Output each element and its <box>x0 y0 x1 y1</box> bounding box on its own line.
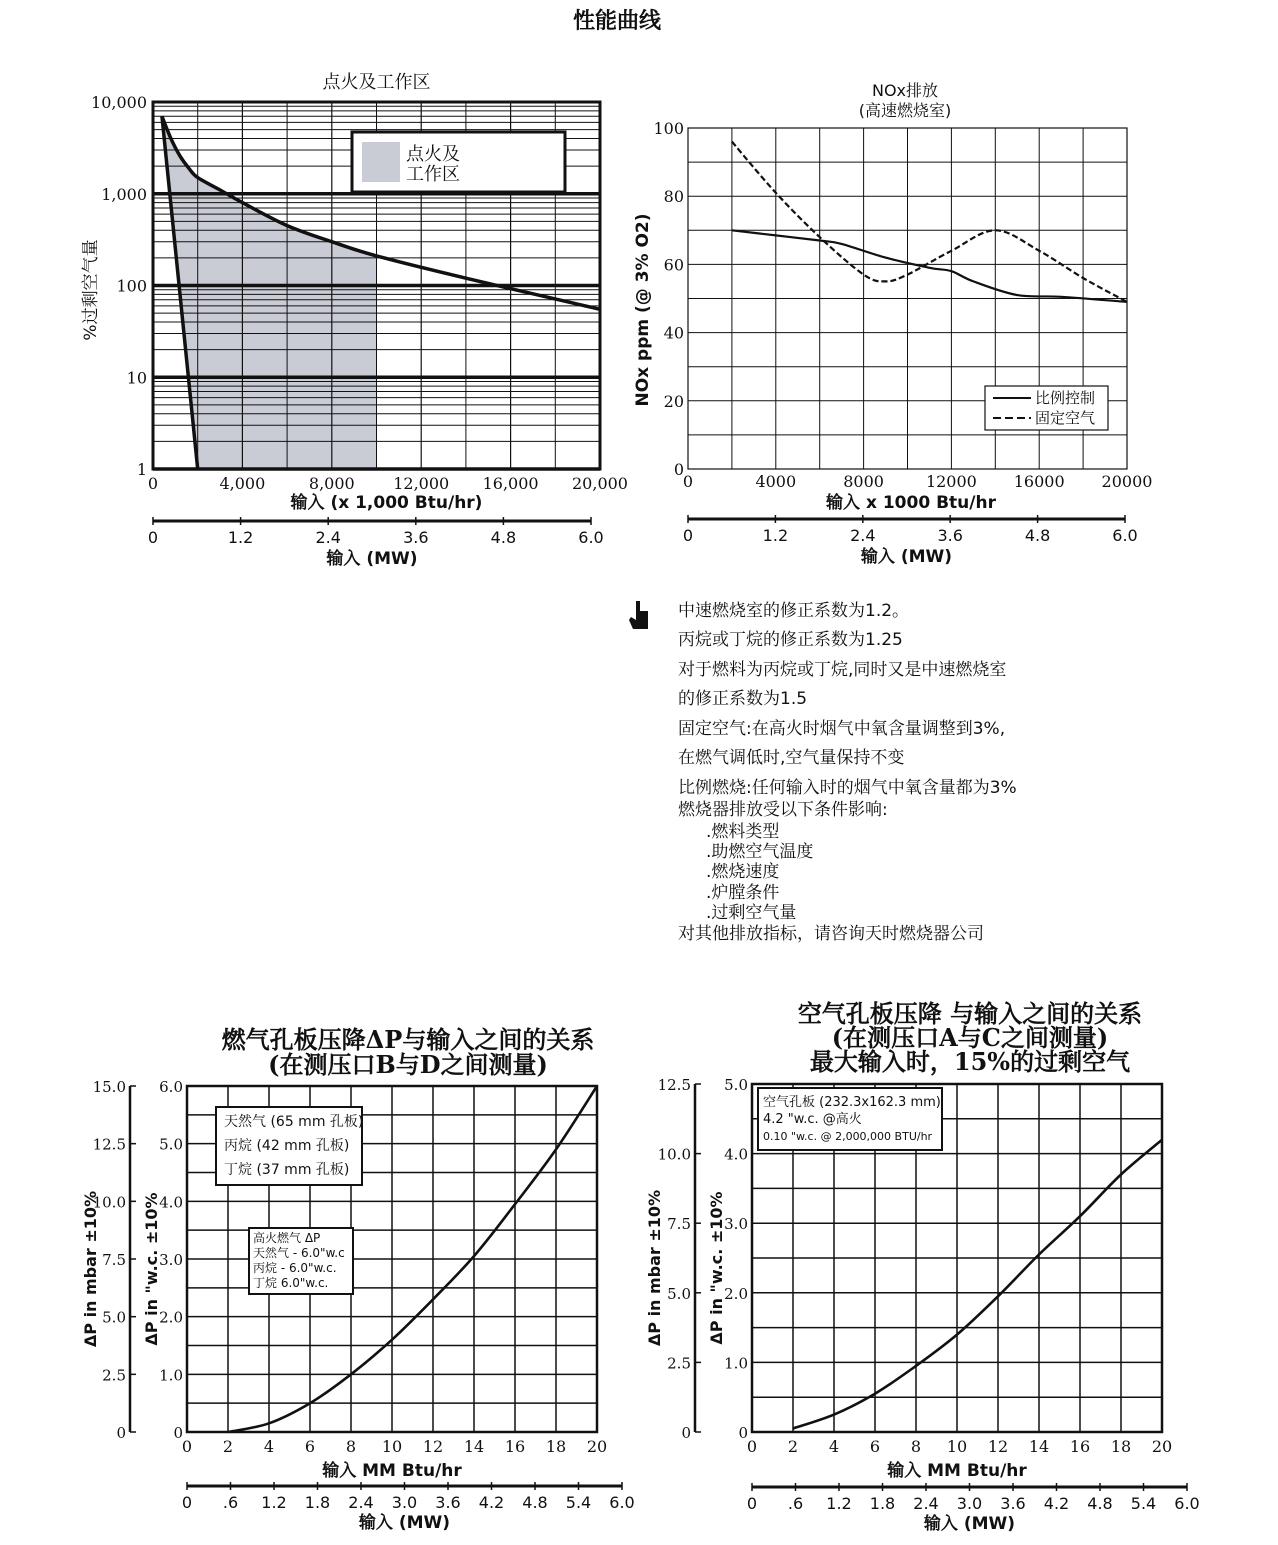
nox-x-tick-label: 16000 <box>1013 472 1065 491</box>
note-bullet: .炉膛条件 <box>706 882 780 903</box>
nox-secondary-axis-tick-label: 1.2 <box>762 526 789 545</box>
gas-x-tick-label: 2 <box>222 1437 234 1456</box>
nox-x-tick-label: 4000 <box>755 472 797 491</box>
gas-x-tick-label: 10 <box>381 1437 403 1456</box>
gas-legend-2-item: 丙烷 - 6.0"w.c. <box>253 1261 337 1275</box>
air-y-outer-tick-label: 0 <box>681 1424 691 1442</box>
air-secondary-axis-tick-label: 6.0 <box>1174 1494 1200 1513</box>
air-y-inner-tick-label: 2.0 <box>724 1284 748 1303</box>
page-title: 性能曲线 <box>572 9 662 34</box>
gas-secondary-axis-tick-label: 1.8 <box>304 1493 331 1512</box>
gas-secondary-axis-tick-label: 3.0 <box>391 1493 418 1512</box>
ignition-secondary-axis-tick-label: 2.4 <box>315 528 341 547</box>
nox-x-tick-label: 0 <box>682 472 694 491</box>
air-y-outer-tick-label: 10.0 <box>657 1145 691 1164</box>
gas-legend-1-item: 天然气 (65 mm 孔板) <box>224 1114 364 1130</box>
gas-y-outer-tick-label: 2.5 <box>102 1366 126 1385</box>
air-pressure-curve <box>793 1140 1162 1429</box>
gas-secondary-axis-tick-label: 5.4 <box>565 1493 592 1512</box>
gas-secondary-axis-tick-label: 2.4 <box>348 1493 374 1512</box>
nox-secondary-axis-tick-label: 0 <box>682 526 694 545</box>
gas-secondary-axis-tick-label: 3.6 <box>435 1493 461 1512</box>
air-secondary-axis-tick-label: 5.4 <box>1130 1494 1157 1513</box>
ignition-secondary-axis-tick-label: 6.0 <box>578 528 604 547</box>
ignition-y-tick-label: 10 <box>126 368 147 388</box>
nox-secondary-axis-tick-label: 2.4 <box>850 526 876 545</box>
gas-x-tick-label: 18 <box>545 1437 567 1456</box>
ignition-x-tick-label: 16,000 <box>482 474 539 493</box>
air-y-outer-tick-label: 2.5 <box>667 1354 691 1373</box>
gas-legend-1-item: 丁烷 (37 mm 孔板) <box>224 1162 350 1178</box>
ignition-x-tick-label: 12,000 <box>393 474 450 493</box>
nox-secondary-axis-tick-label: 3.6 <box>937 526 963 545</box>
ignition-secondary-axis-label: 输入 (MW) <box>326 549 418 569</box>
note-line: 中速燃烧室的修正系数为1.2。 <box>678 601 910 621</box>
gas-y-inner-tick-label: 5.0 <box>159 1135 183 1154</box>
air-x-tick-label: 12 <box>987 1437 1009 1456</box>
nox-secondary-axis-tick-label: 6.0 <box>1112 526 1138 545</box>
ignition-y-tick-label: 1,000 <box>101 184 147 204</box>
gas-secondary-axis-tick-label: 4.2 <box>478 1493 505 1512</box>
ignition-legend-label-line2: 工作区 <box>406 164 460 185</box>
nox-x-tick-label: 20000 <box>1101 472 1153 491</box>
note-bullet: .燃料类型 <box>706 821 780 842</box>
ignition-y-tick-label: 100 <box>116 276 147 296</box>
gas-secondary-axis-tick-label: 0 <box>181 1493 193 1512</box>
gas-x-axis-label: 输入 MM Btu/hr <box>322 1461 462 1481</box>
air-y-outer-tick-label: 12.5 <box>657 1076 691 1094</box>
note-bullet: .燃烧速度 <box>706 862 780 883</box>
nox-series-line-fixed-air <box>732 142 1127 302</box>
air-secondary-axis-tick-label: 1.8 <box>869 1494 896 1513</box>
gas-x-tick-label: 0 <box>181 1437 193 1456</box>
nox-y-tick-label: 100 <box>653 119 684 138</box>
air-legend-item: 0.10 "w.c. @ 2,000,000 BTU/hr <box>763 1130 933 1143</box>
air-secondary-axis-tick-label: 2.4 <box>913 1494 939 1513</box>
ignition-x-tick-label: 4,000 <box>219 474 266 493</box>
gas-y-outer-tick-label: 7.5 <box>102 1251 126 1269</box>
gas-legend-2-item: 高火燃气 ΔP <box>253 1231 321 1245</box>
air-y-inner-tick-label: 3.0 <box>724 1215 748 1234</box>
nox-y-tick-label: 0 <box>673 460 684 479</box>
nox-secondary-axis-label: 输入 (MW) <box>860 547 953 567</box>
air-chart-title-line2: (在测压口A与C之间测量) <box>831 1023 1109 1052</box>
note-bullet: .助燃空气温度 <box>706 841 814 862</box>
air-x-tick-label: 6 <box>869 1437 881 1456</box>
gas-chart-title-line2: (在测压口B与D之间测量) <box>268 1050 548 1079</box>
nox-y-tick-label: 20 <box>663 391 684 411</box>
gas-chart-title-line1: 燃气孔板压降ΔP与输入之间的关系 <box>221 1025 595 1054</box>
gas-x-tick-label: 4 <box>263 1437 275 1456</box>
gas-y-inner-tick-label: 2.0 <box>159 1308 183 1327</box>
air-x-axis-label: 输入 MM Btu/hr <box>887 1461 1027 1481</box>
air-chart-title-line1: 空气孔板压降 与输入之间的关系 <box>797 999 1143 1028</box>
air-secondary-axis-tick-label: .6 <box>787 1494 804 1513</box>
air-secondary-axis-tick-label: 1.2 <box>826 1494 852 1513</box>
gas-y-inner-tick-label: 3.0 <box>159 1251 183 1269</box>
nox-y-tick-label: 80 <box>663 187 684 207</box>
gas-legend-2-item: 天然气 - 6.0"w.c <box>253 1246 345 1260</box>
gas-y-inner-tick-label: 0 <box>173 1424 183 1442</box>
nox-x-tick-label: 8000 <box>843 472 884 491</box>
air-x-tick-label: 8 <box>910 1437 922 1456</box>
air-secondary-axis-tick-label: 3.6 <box>1000 1494 1026 1513</box>
air-y-inner-tick-label: 1.0 <box>724 1354 748 1373</box>
note-line: 的修正系数为1.5 <box>678 689 808 710</box>
air-y-outer-tick-label: 5.0 <box>667 1284 691 1303</box>
nox-chart-title-line2: (高速燃烧室) <box>858 101 952 120</box>
gas-y-inner-tick-label: 6.0 <box>159 1078 183 1096</box>
gas-secondary-axis-label: 输入 (MW) <box>358 1513 451 1533</box>
air-x-tick-label: 14 <box>1028 1437 1050 1456</box>
air-secondary-axis-tick-label: 4.8 <box>1087 1494 1113 1513</box>
air-secondary-axis-label: 输入 (MW) <box>923 1514 1016 1534</box>
nox-y-tick-label: 60 <box>663 255 684 275</box>
ignition-secondary-axis-tick-label: 4.8 <box>490 528 517 547</box>
air-secondary-axis-tick-label: 3.0 <box>956 1494 983 1513</box>
gas-secondary-axis-tick-label: 6.0 <box>609 1493 635 1512</box>
nox-y-tick-label: 40 <box>663 323 684 343</box>
gas-y-outer-tick-label: 0 <box>116 1424 126 1442</box>
ignition-secondary-axis-tick-label: 0 <box>147 528 159 547</box>
gas-legend-1-item: 丙烷 (42 mm 孔板) <box>224 1138 350 1154</box>
nox-x-axis-label: 输入 x 1000 Btu/hr <box>826 493 996 513</box>
gas-x-tick-label: 14 <box>463 1437 485 1456</box>
note-line: 对于燃料为丙烷或丁烷,同时又是中速燃烧室 <box>678 659 1007 680</box>
note-footer: 对其他排放指标，请咨询天时燃烧器公司 <box>678 924 984 945</box>
ignition-x-tick-label: 8,000 <box>308 474 355 493</box>
gas-secondary-axis-tick-label: 1.2 <box>261 1493 287 1512</box>
ignition-y-tick-label: 10,000 <box>91 93 147 112</box>
nox-y-axis-label: NOx ppm (@ 3% O2) <box>633 213 653 407</box>
gas-y-inner-tick-label: 4.0 <box>159 1193 183 1212</box>
gas-x-tick-label: 12 <box>422 1437 444 1456</box>
notes-block <box>678 600 1238 946</box>
gas-secondary-axis-tick-label: .6 <box>222 1493 239 1512</box>
air-legend-item: 空气孔板 (232.3x162.3 mm) <box>763 1095 941 1110</box>
ignition-secondary-axis-tick-label: 1.2 <box>227 528 254 547</box>
gas-x-tick-label: 8 <box>345 1437 357 1456</box>
ignition-legend-swatch <box>362 142 400 182</box>
gas-x-tick-label: 6 <box>304 1437 316 1456</box>
nox-secondary-axis-tick-label: 4.8 <box>1024 526 1051 545</box>
ignition-x-axis-label: 输入 (x 1,000 Btu/hr) <box>290 493 483 513</box>
ignition-y-tick-label: 1 <box>136 460 147 479</box>
air-y-inner-tick-label: 5.0 <box>724 1076 748 1094</box>
air-secondary-axis-tick-label: 0 <box>746 1494 758 1513</box>
air-y-inner-tick-label: 0 <box>738 1424 748 1442</box>
gas-legend-2-item: 丁烷 6.0"w.c. <box>253 1276 329 1290</box>
gas-y-outer-tick-label: 10.0 <box>92 1193 126 1212</box>
ignition-x-tick-label: 20,000 <box>572 474 628 493</box>
note-line: 在燃气调低时,空气量保持不变 <box>678 748 905 769</box>
air-secondary-axis-tick-label: 4.2 <box>1043 1494 1070 1513</box>
gas-x-tick-label: 20 <box>586 1437 608 1456</box>
air-legend-item: 4.2 "w.c. @高火 <box>763 1112 862 1127</box>
ignition-chart-title: 点火及工作区 <box>322 72 431 93</box>
air-x-tick-label: 0 <box>746 1437 758 1456</box>
note-line: 比例燃烧:任何输入时的烟气中氧含量都为3% <box>678 777 1017 798</box>
gas-secondary-axis-tick-label: 4.8 <box>522 1493 548 1512</box>
gas-y-outer-tick-label: 15.0 <box>92 1078 126 1096</box>
ignition-x-tick-label: 0 <box>147 474 159 493</box>
nox-series-line-proportional <box>732 230 1127 302</box>
air-y-outer-tick-label: 7.5 <box>667 1215 691 1234</box>
nox-chart-title-line1: NOx排放 <box>871 81 939 100</box>
note-line: 燃烧器排放受以下条件影响: <box>678 800 888 821</box>
air-chart-title-line3: 最大输入时，15%的过剩空气 <box>809 1047 1131 1076</box>
air-x-tick-label: 2 <box>787 1437 799 1456</box>
gas-y-outer-axis-label: ΔP in mbar ±10% <box>81 1190 100 1348</box>
air-y-outer-axis-label: ΔP in mbar ±10% <box>645 1189 664 1347</box>
air-x-tick-label: 10 <box>946 1437 968 1456</box>
note-line: 固定空气:在高火时烟气中氧含量调整到3%, <box>678 718 1006 739</box>
pointing-hand-icon <box>628 600 650 630</box>
air-y-inner-tick-label: 4.0 <box>724 1145 748 1164</box>
gas-y-outer-tick-label: 12.5 <box>92 1135 126 1154</box>
note-line: 丙烷或丁烷的修正系数为1.25 <box>678 630 903 651</box>
air-x-tick-label: 4 <box>828 1437 840 1456</box>
ignition-legend-label-line1: 点火及 <box>406 144 460 165</box>
nox-legend-label-proportional: 比例控制 <box>1035 389 1096 407</box>
ignition-secondary-axis-tick-label: 3.6 <box>403 528 429 547</box>
gas-y-inner-axis-label: ΔP in "w.c. ±10% <box>142 1192 161 1346</box>
air-y-inner-axis-label: ΔP in "w.c. ±10% <box>707 1191 726 1345</box>
air-x-tick-label: 20 <box>1151 1437 1173 1456</box>
gas-y-inner-tick-label: 1.0 <box>159 1366 183 1385</box>
ignition-y-axis-label: %过剩空气量 <box>81 239 101 341</box>
gas-y-outer-tick-label: 5.0 <box>102 1308 126 1327</box>
air-x-tick-label: 16 <box>1069 1437 1091 1456</box>
nox-legend-label-fixed-air: 固定空气 <box>1035 409 1096 427</box>
nox-x-tick-label: 12000 <box>925 472 977 491</box>
gas-x-tick-label: 16 <box>504 1437 526 1456</box>
note-bullet: .过剩空气量 <box>706 903 797 924</box>
air-x-tick-label: 18 <box>1110 1437 1132 1456</box>
